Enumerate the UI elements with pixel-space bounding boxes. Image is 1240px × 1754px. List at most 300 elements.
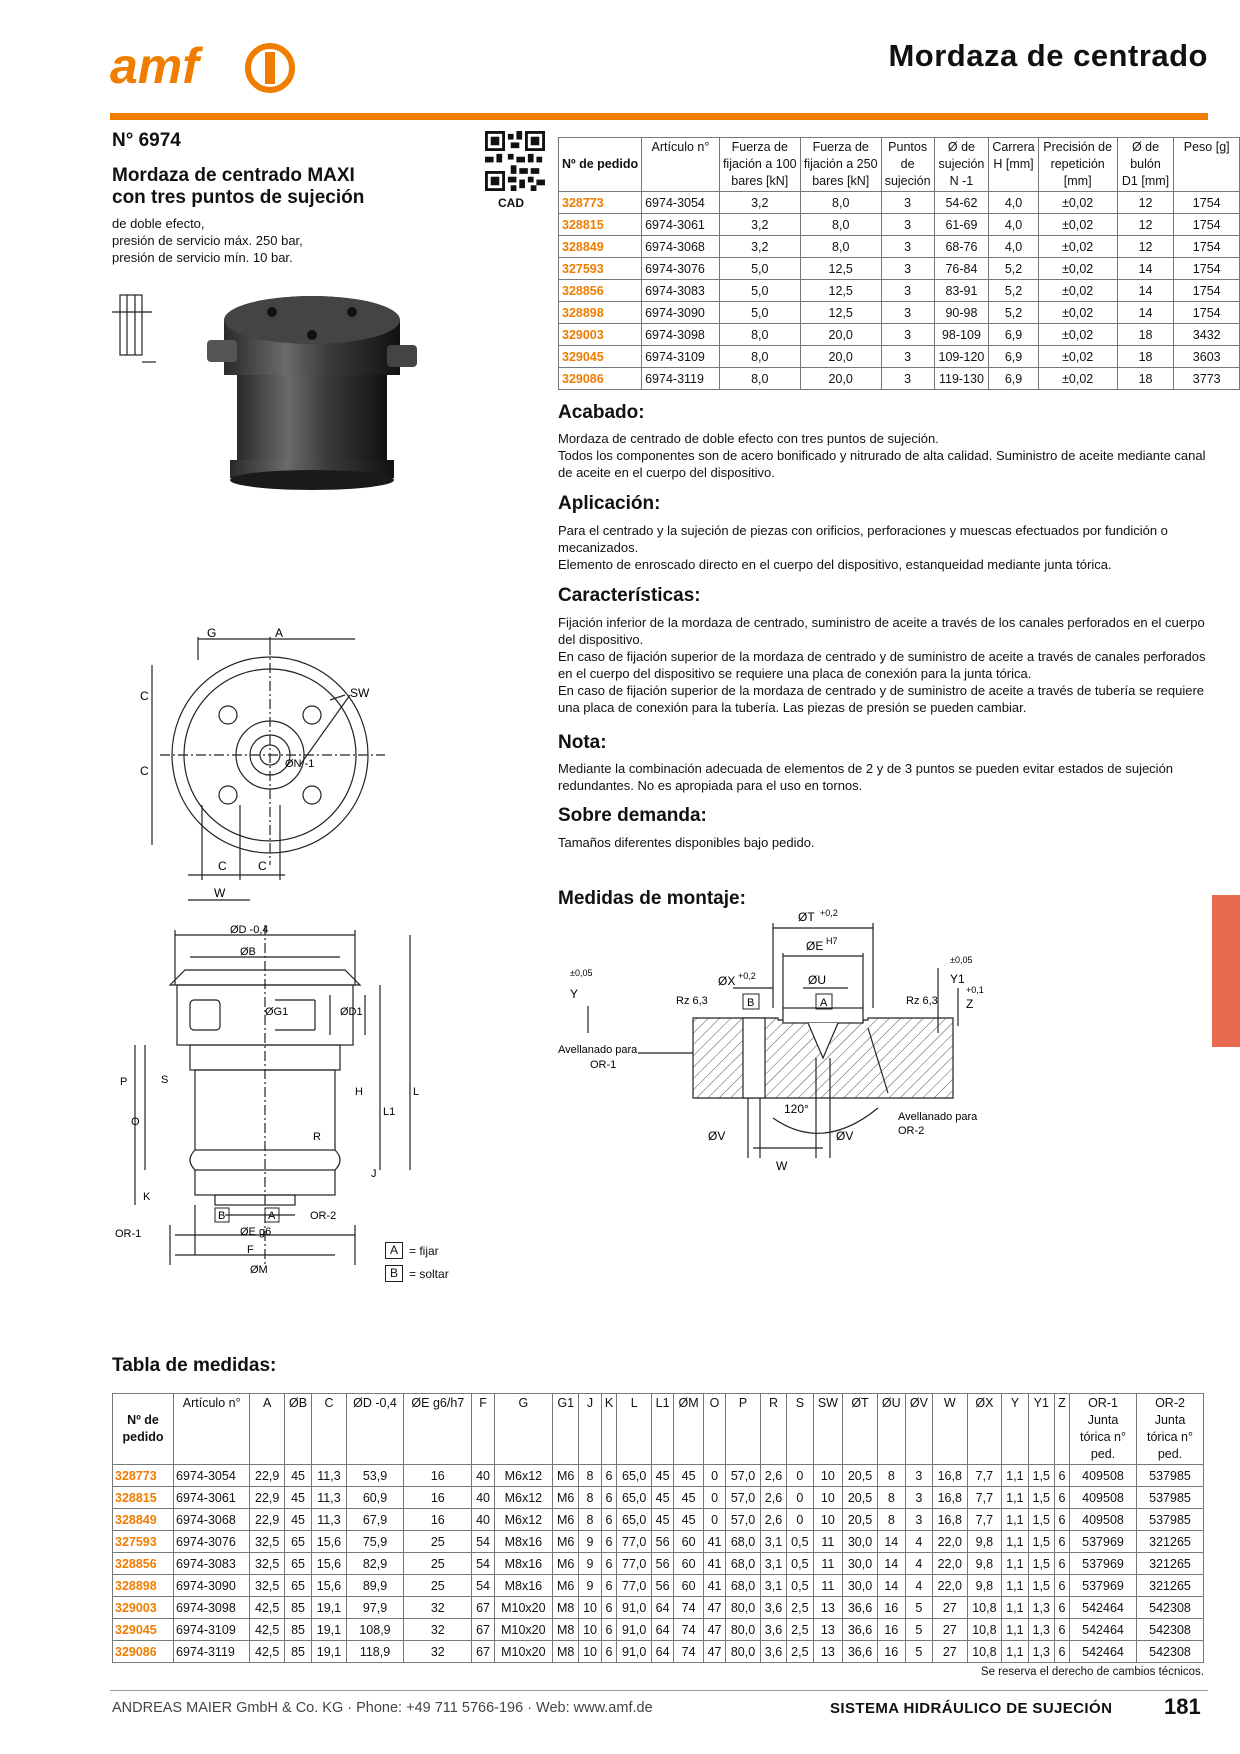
- box-A: A: [268, 1210, 276, 1222]
- section-aplicacion-text: [558, 522, 1206, 573]
- table-cell: 68,0: [726, 1531, 761, 1553]
- table-cell: 3,1: [760, 1553, 786, 1575]
- table-cell: 1,1: [1002, 1465, 1028, 1487]
- col-header: ØE g6/h7: [404, 1394, 472, 1465]
- table-cell: 6: [1054, 1597, 1069, 1619]
- table-cell: 1,5: [1028, 1487, 1054, 1509]
- table-cell: 537985: [1137, 1487, 1204, 1509]
- table-row: [559, 258, 1240, 280]
- table-row: [559, 302, 1240, 324]
- table-cell: 27: [932, 1597, 967, 1619]
- table-cell: 20,0: [800, 324, 881, 346]
- table-cell: 6: [601, 1597, 617, 1619]
- table-cell: 25: [404, 1575, 472, 1597]
- table-cell: 7,7: [967, 1465, 1002, 1487]
- table-cell: 16: [404, 1487, 472, 1509]
- table-cell: M6x12: [494, 1509, 552, 1531]
- table-cell: ±0,02: [1038, 302, 1117, 324]
- table-cell: 11,3: [312, 1509, 347, 1531]
- paragraph: Fijación inferior de la mordaza de centrado, suministro de aceite a través de los canales perforados en el cuerpo del dispositivo.: [558, 615, 1205, 647]
- mount-datum-A: A: [820, 997, 828, 1009]
- mount-Y-tol: ±0,05: [570, 968, 593, 978]
- table-cell: 6974-3054: [642, 192, 720, 214]
- table-cell: 321265: [1137, 1553, 1204, 1575]
- top-view-drawing: [140, 625, 420, 905]
- table-cell: 8,0: [719, 346, 800, 368]
- table-cell: 14: [1117, 258, 1174, 280]
- table-cell: 4: [905, 1553, 932, 1575]
- table-cell: 30,0: [843, 1531, 878, 1553]
- table-cell: 40: [472, 1487, 494, 1509]
- dim-M: ØM: [250, 1264, 268, 1276]
- table-cell: 8: [579, 1465, 601, 1487]
- table-cell: 6: [1054, 1575, 1069, 1597]
- table-cell: 1754: [1174, 192, 1240, 214]
- table-cell: 20,0: [800, 346, 881, 368]
- table-cell: ±0,02: [1038, 324, 1117, 346]
- dim-L: L: [413, 1086, 420, 1098]
- table-cell: 19,1: [312, 1619, 347, 1641]
- table-cell: M8: [553, 1619, 579, 1641]
- table-row: [559, 280, 1240, 302]
- table-cell: 6: [601, 1619, 617, 1641]
- mount-or1-line2: OR-1: [590, 1059, 617, 1071]
- table-cell: ±0,02: [1038, 346, 1117, 368]
- table-cell: ±0,02: [1038, 236, 1117, 258]
- table-cell: 97,9: [346, 1597, 403, 1619]
- table-cell: 2,6: [760, 1509, 786, 1531]
- dim-C: C: [140, 764, 149, 778]
- table-cell: 0,5: [787, 1553, 813, 1575]
- table-cell: 3,1: [760, 1531, 786, 1553]
- paragraph: Para el centrado y la sujeción de piezas con orificios, perforaciones y muescas efectuados por fundición o mecanizados.: [558, 523, 1168, 555]
- table-cell: 329086: [113, 1641, 174, 1663]
- table-cell: 45: [284, 1509, 311, 1531]
- col-force-250: Fuerza de fijación a 250 bares [kN]: [800, 138, 881, 192]
- table-cell: 328898: [113, 1575, 174, 1597]
- col-header: O: [703, 1394, 725, 1465]
- table-cell: 64: [651, 1641, 673, 1663]
- table-cell: 2,6: [760, 1487, 786, 1509]
- dim-K: K: [143, 1191, 151, 1203]
- table-cell: 6: [601, 1509, 617, 1531]
- box-B: B: [218, 1210, 226, 1222]
- mounting-drawing: [558, 908, 988, 1178]
- table-cell: 6: [1054, 1509, 1069, 1531]
- table-row: [113, 1531, 1204, 1553]
- table-row: [113, 1553, 1204, 1575]
- col-header: W: [932, 1394, 967, 1465]
- table-cell: 82,9: [346, 1553, 403, 1575]
- table-cell: 77,0: [617, 1575, 652, 1597]
- table-cell: 329045: [113, 1619, 174, 1641]
- table-cell: 85: [284, 1619, 311, 1641]
- table-cell: 22,9: [250, 1509, 285, 1531]
- desc-line: presión de servicio máx. 250 bar,: [112, 233, 303, 248]
- table-cell: 18: [1117, 346, 1174, 368]
- paragraph: En caso de fijación superior de la mordaza de centrado y de suministro de aceite a través de tubería se requiere una placa de conexión para la tubería. Las piezas de presión se pueden cambiar.: [558, 683, 1205, 715]
- table-cell: 68-76: [934, 236, 989, 258]
- table-cell: 30,0: [843, 1553, 878, 1575]
- table-cell: 3: [881, 258, 934, 280]
- table-cell: 1,3: [1028, 1597, 1054, 1619]
- table-cell: 6: [601, 1531, 617, 1553]
- col-bolt-dia: Ø de bulón D1 [mm]: [1117, 138, 1174, 192]
- table-cell: 1,1: [1002, 1597, 1028, 1619]
- table-cell: 77,0: [617, 1553, 652, 1575]
- table-cell: 6,9: [989, 368, 1038, 390]
- table-cell: 64: [651, 1619, 673, 1641]
- table-cell: M6: [553, 1509, 579, 1531]
- col-clamp-dia: Ø de sujeción N -1: [934, 138, 989, 192]
- product-name-line1: Mordaza de centrado MAXI: [112, 165, 355, 186]
- table-cell: 118,9: [346, 1641, 403, 1663]
- mount-V-right: ØV: [836, 1129, 854, 1143]
- table-cell: 542464: [1070, 1597, 1137, 1619]
- table-cell: 1754: [1174, 236, 1240, 258]
- table-cell: 47: [703, 1619, 725, 1641]
- table-cell: 20,5: [843, 1465, 878, 1487]
- table-cell: 74: [674, 1641, 704, 1663]
- table-cell: 22,0: [932, 1575, 967, 1597]
- table-cell: 45: [284, 1487, 311, 1509]
- table-cell: 4,0: [989, 214, 1038, 236]
- table-cell: 3,2: [719, 192, 800, 214]
- table-cell: 5: [905, 1619, 932, 1641]
- table-cell: ±0,02: [1038, 280, 1117, 302]
- table-cell: 67: [472, 1619, 494, 1641]
- table-cell: 542464: [1070, 1619, 1137, 1641]
- table-cell: 32: [404, 1619, 472, 1641]
- table-cell: 3: [881, 368, 934, 390]
- table-cell: 327593: [113, 1531, 174, 1553]
- legend-box-B: B: [385, 1265, 403, 1282]
- table-cell: 9: [579, 1531, 601, 1553]
- table-cell: 5,0: [719, 258, 800, 280]
- table-cell: 5: [905, 1597, 932, 1619]
- table-row: [113, 1619, 1204, 1641]
- mount-X-tol: +0,2: [738, 971, 756, 981]
- col-points: Puntos de sujeción: [881, 138, 934, 192]
- col-header: F: [472, 1394, 494, 1465]
- table-cell: 328773: [559, 192, 642, 214]
- table-cell: 0: [787, 1487, 813, 1509]
- col-stroke: Carrera H [mm]: [989, 138, 1038, 192]
- table-cell: 2,5: [787, 1641, 813, 1663]
- table-cell: 40: [472, 1509, 494, 1531]
- table-cell: 9,8: [967, 1531, 1002, 1553]
- table-cell: 80,0: [726, 1597, 761, 1619]
- table-cell: 16: [404, 1509, 472, 1531]
- table-cell: 6: [1054, 1553, 1069, 1575]
- table-cell: 119-130: [934, 368, 989, 390]
- table-cell: 0: [787, 1465, 813, 1487]
- table-cell: 67: [472, 1597, 494, 1619]
- mount-or2-line2: OR-2: [898, 1125, 925, 1137]
- section-aplicacion-title: Aplicación:: [558, 493, 661, 514]
- table-cell: 8,0: [800, 236, 881, 258]
- table-cell: 537969: [1070, 1553, 1137, 1575]
- table-cell: 42,5: [250, 1597, 285, 1619]
- section-demanda-title: Sobre demanda:: [558, 805, 707, 826]
- mount-W: W: [776, 1159, 788, 1173]
- table-cell: M10x20: [494, 1641, 552, 1663]
- table-cell: 329003: [559, 324, 642, 346]
- table-cell: 16: [877, 1641, 905, 1663]
- table-cell: 54-62: [934, 192, 989, 214]
- table-cell: 57,0: [726, 1487, 761, 1509]
- table-cell: 32,5: [250, 1531, 285, 1553]
- table-cell: 542308: [1137, 1619, 1204, 1641]
- table-cell: 19,1: [312, 1641, 347, 1663]
- table-cell: 321265: [1137, 1531, 1204, 1553]
- table-cell: 68,0: [726, 1575, 761, 1597]
- table-cell: 328815: [113, 1487, 174, 1509]
- table-cell: 5,0: [719, 302, 800, 324]
- table-cell: 91,0: [617, 1641, 652, 1663]
- table-cell: 329045: [559, 346, 642, 368]
- table-cell: 6974-3119: [174, 1641, 250, 1663]
- table-cell: 6974-3068: [642, 236, 720, 258]
- col-header: L: [617, 1394, 652, 1465]
- table-cell: 98-109: [934, 324, 989, 346]
- col-header: ØM: [674, 1394, 704, 1465]
- table-cell: 10,8: [967, 1597, 1002, 1619]
- article-table-body: [559, 192, 1240, 390]
- table-cell: 12: [1117, 214, 1174, 236]
- mount-Z: Z: [966, 997, 974, 1011]
- table-row: [559, 368, 1240, 390]
- footer-rule: [110, 1690, 1208, 1691]
- table-cell: M6: [553, 1465, 579, 1487]
- table-cell: 65: [284, 1553, 311, 1575]
- col-header: R: [760, 1394, 786, 1465]
- table-cell: 0: [703, 1509, 725, 1531]
- table-cell: 10: [813, 1487, 843, 1509]
- mount-E: ØE: [806, 939, 824, 953]
- table-cell: 3: [881, 324, 934, 346]
- table-cell: 6974-3109: [174, 1619, 250, 1641]
- dim-C: C: [218, 859, 227, 873]
- table-cell: 45: [284, 1465, 311, 1487]
- table-cell: 8: [877, 1465, 905, 1487]
- table-row: [559, 214, 1240, 236]
- table-cell: M10x20: [494, 1597, 552, 1619]
- mount-T: ØT: [798, 910, 815, 924]
- dim-O: O: [131, 1116, 140, 1128]
- legend: [385, 1242, 449, 1282]
- table-cell: 3: [905, 1465, 932, 1487]
- table-cell: 0: [703, 1487, 725, 1509]
- table-cell: 6: [1054, 1641, 1069, 1663]
- table-cell: 67: [472, 1641, 494, 1663]
- table-cell: 15,6: [312, 1575, 347, 1597]
- table-cell: 1754: [1174, 280, 1240, 302]
- paragraph: Todos los componentes son de acero bonificado y nitrurado de alta calidad. Suministro de aceite mediante canal de aceite en el cuerpo del dispositivo.: [558, 448, 1206, 480]
- table-cell: 537985: [1137, 1509, 1204, 1531]
- table-cell: 16,8: [932, 1509, 967, 1531]
- table-cell: 57,0: [726, 1509, 761, 1531]
- table-cell: 25: [404, 1531, 472, 1553]
- table-cell: 0: [703, 1465, 725, 1487]
- table-cell: 537969: [1070, 1531, 1137, 1553]
- table-cell: 32: [404, 1597, 472, 1619]
- table-cell: 16: [404, 1465, 472, 1487]
- table-cell: ±0,02: [1038, 214, 1117, 236]
- col-header: K: [601, 1394, 617, 1465]
- mount-Z-tol: +0,1: [966, 985, 984, 995]
- table-cell: M8x16: [494, 1575, 552, 1597]
- table-cell: 10: [579, 1619, 601, 1641]
- table-cell: 56: [651, 1575, 673, 1597]
- table-cell: 14: [1117, 302, 1174, 324]
- legend-text-A: = fijar: [409, 1243, 439, 1258]
- table-cell: 6974-3083: [642, 280, 720, 302]
- product-description: [112, 215, 303, 266]
- table-cell: 56: [651, 1531, 673, 1553]
- dimension-table: [112, 1393, 1204, 1663]
- table-cell: 5,2: [989, 258, 1038, 280]
- table-cell: 1,5: [1028, 1531, 1054, 1553]
- table-cell: 10,8: [967, 1641, 1002, 1663]
- table-cell: 8,0: [800, 192, 881, 214]
- table-cell: 45: [651, 1465, 673, 1487]
- table-cell: 27: [932, 1619, 967, 1641]
- table-cell: 9,8: [967, 1575, 1002, 1597]
- table-cell: 32,5: [250, 1575, 285, 1597]
- mount-Y1-tol: ±0,05: [950, 955, 973, 965]
- table-row: [113, 1641, 1204, 1663]
- table-cell: 321265: [1137, 1575, 1204, 1597]
- mount-U: ØU: [808, 973, 826, 987]
- mount-Y1: Y1: [950, 972, 965, 986]
- table-cell: 16,8: [932, 1465, 967, 1487]
- table-cell: 6974-3076: [174, 1531, 250, 1553]
- dim-L1: L1: [383, 1106, 396, 1118]
- mount-or1-line1: Avellanado para: [558, 1044, 638, 1056]
- table-cell: 45: [674, 1465, 704, 1487]
- table-cell: 20,5: [843, 1487, 878, 1509]
- table-cell: 3: [881, 192, 934, 214]
- table-cell: 3: [881, 302, 934, 324]
- table-cell: 74: [674, 1619, 704, 1641]
- table-cell: 60: [674, 1575, 704, 1597]
- qr-code-icon[interactable]: [485, 130, 545, 192]
- table-cell: 12,5: [800, 280, 881, 302]
- table-cell: 41: [703, 1553, 725, 1575]
- table-cell: 14: [877, 1531, 905, 1553]
- table-cell: 537969: [1070, 1575, 1137, 1597]
- table-cell: 76-84: [934, 258, 989, 280]
- col-header: Y: [1002, 1394, 1028, 1465]
- dim-A: A: [275, 626, 284, 640]
- mount-angle: 120°: [784, 1102, 809, 1116]
- rights-note: Se reserva el derecho de cambios técnicos.: [980, 1666, 1204, 1678]
- table-cell: 6974-3098: [642, 324, 720, 346]
- dim-C: C: [258, 859, 267, 873]
- table-cell: 6974-3083: [174, 1553, 250, 1575]
- table-cell: 409508: [1070, 1465, 1137, 1487]
- table-cell: 11,3: [312, 1487, 347, 1509]
- table-cell: 47: [703, 1641, 725, 1663]
- legend-box-A: A: [385, 1242, 403, 1259]
- table-cell: 329003: [113, 1597, 174, 1619]
- table-cell: 3603: [1174, 346, 1240, 368]
- product-name: [112, 165, 442, 209]
- table-cell: 54: [472, 1575, 494, 1597]
- table-cell: 61-69: [934, 214, 989, 236]
- col-article: Artículo n°: [642, 138, 720, 192]
- table-cell: 6: [601, 1487, 617, 1509]
- table-cell: M6x12: [494, 1487, 552, 1509]
- table-cell: 16: [877, 1597, 905, 1619]
- mount-V-left: ØV: [708, 1129, 726, 1143]
- desc-line: presión de servicio mín. 10 bar.: [112, 250, 293, 265]
- table-cell: M6x12: [494, 1465, 552, 1487]
- table-cell: 91,0: [617, 1619, 652, 1641]
- table-cell: 3,2: [719, 236, 800, 258]
- table-cell: 6974-3061: [174, 1487, 250, 1509]
- table-cell: 6974-3090: [174, 1575, 250, 1597]
- table-cell: 65,0: [617, 1509, 652, 1531]
- table-cell: 36,6: [843, 1619, 878, 1641]
- table-cell: 3,2: [719, 214, 800, 236]
- table-cell: 65: [284, 1575, 311, 1597]
- table-cell: 16: [877, 1619, 905, 1641]
- table-cell: M6: [553, 1575, 579, 1597]
- dim-G1: ØG1: [265, 1006, 289, 1018]
- mount-E-tol: H7: [826, 936, 838, 946]
- table-cell: 8,0: [800, 214, 881, 236]
- mount-Rz-left: Rz 6,3: [676, 995, 708, 1007]
- table-cell: 0,5: [787, 1575, 813, 1597]
- table-cell: 0: [787, 1509, 813, 1531]
- paragraph: Tamaños diferentes disponibles bajo pedido.: [558, 835, 815, 850]
- header-rule: [110, 113, 1208, 120]
- table-cell: 108,9: [346, 1619, 403, 1641]
- table-cell: 3: [881, 236, 934, 258]
- col-header: ØB: [284, 1394, 311, 1465]
- table-cell: 67,9: [346, 1509, 403, 1531]
- mount-or2-line1: Avellanado para: [898, 1111, 978, 1123]
- table-cell: 6,9: [989, 324, 1038, 346]
- dim-table-title: Tabla de medidas:: [112, 1355, 277, 1376]
- table-cell: 91,0: [617, 1597, 652, 1619]
- mount-T-tol: +0,2: [820, 908, 838, 918]
- table-cell: M6: [553, 1553, 579, 1575]
- table-cell: 2,5: [787, 1619, 813, 1641]
- col-header: ØV: [905, 1394, 932, 1465]
- table-cell: 329086: [559, 368, 642, 390]
- table-cell: 3: [881, 214, 934, 236]
- table-cell: 3432: [1174, 324, 1240, 346]
- table-cell: ±0,02: [1038, 368, 1117, 390]
- table-cell: 3: [881, 346, 934, 368]
- table-cell: 40: [472, 1465, 494, 1487]
- table-cell: 22,0: [932, 1553, 967, 1575]
- table-cell: 1,1: [1002, 1487, 1028, 1509]
- col-header: G1: [553, 1394, 579, 1465]
- table-cell: 327593: [559, 258, 642, 280]
- table-cell: 6: [601, 1641, 617, 1663]
- col-weight: Peso [g]: [1174, 138, 1240, 192]
- table-cell: 8: [877, 1509, 905, 1531]
- table-cell: 13: [813, 1597, 843, 1619]
- table-cell: 3,6: [760, 1619, 786, 1641]
- table-cell: 542464: [1070, 1641, 1137, 1663]
- paragraph: En caso de fijación superior de la mordaza de centrado y de suministro de aceite a través de canales perforados en el cuerpo del dispositivo se requiere una placa de conexión para la junta tórica.: [558, 649, 1206, 681]
- table-cell: 18: [1117, 368, 1174, 390]
